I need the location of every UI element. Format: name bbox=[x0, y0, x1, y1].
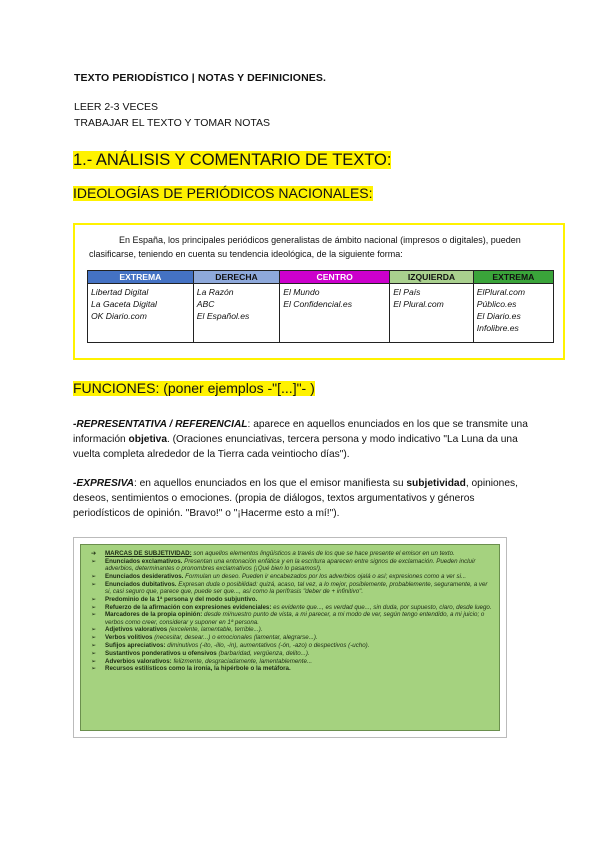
mark-description: diminutivos (-ito, -illo, -ín), aumentativos (-ón, -azo) o despectivos (-ucho). bbox=[165, 642, 370, 650]
table-cell bbox=[280, 284, 390, 343]
mark-description: son aquellos elementos lingüísticos a través de los que se hace presente el emisor en un texto. bbox=[191, 550, 455, 557]
ideology-intro-text: En España, los principales periódicos generalistas de ámbito nacional (impresos o digitales), pueden clasificarse, teniendo en cuenta su tendencia ideológica, de la siguiente forma: bbox=[89, 235, 521, 259]
list-item bbox=[89, 658, 493, 665]
newspaper-name: Libertad Digital bbox=[91, 287, 149, 297]
bullet-arrow-icon: ➢ bbox=[91, 626, 97, 634]
bullet-arrow-icon: ➢ bbox=[91, 611, 97, 619]
newspaper-name: ABC bbox=[196, 299, 215, 309]
mark-title: Refuerzo de la afirmación con expresiones evidenciales: bbox=[105, 603, 272, 611]
mark-title: Recursos estilísticos como la ironía, la hipérbole o la metáfora. bbox=[105, 665, 291, 673]
bullet-arrow-icon: ➢ bbox=[91, 572, 97, 580]
list-item bbox=[89, 573, 493, 580]
heading-text: 1.- ANÁLISIS Y COMENTARIO DE TEXTO: bbox=[73, 151, 392, 169]
bullet-arrow-icon: ➢ bbox=[91, 649, 97, 657]
newspaper-name: La Razón bbox=[196, 287, 234, 297]
bullet-arrow-icon: ➢ bbox=[91, 557, 97, 565]
function-expresiva: -EXPRESIVA: en aquellos enunciados en los que el emisor manifiesta su subjetividad, opiniones, deseos, sentimientos o emociones. (propia de diálogos, textos argumentativos y géneros periodísticos de opinión. "Bravo!" o "¡Hacerme esto a mí!"). bbox=[73, 478, 518, 519]
list-item bbox=[89, 642, 493, 649]
mark-title: Adverbios valorativos: bbox=[105, 657, 172, 665]
bullet-arrow-icon: ➢ bbox=[91, 603, 97, 611]
subjectivity-marks-box bbox=[80, 544, 500, 731]
section-heading-ideologies bbox=[73, 185, 373, 201]
functions-heading bbox=[73, 380, 315, 396]
heading-text: IDEOLOGÍAS DE PERIÓDICOS NACIONALES: bbox=[73, 185, 373, 201]
mark-title: Marcadores de la propia opinión: bbox=[105, 611, 203, 619]
section-heading-analysis bbox=[73, 151, 391, 170]
table-header: DERECHA bbox=[193, 271, 279, 284]
newspaper-name: ElPlural.com bbox=[476, 287, 526, 297]
table-header: IZQUIERDA bbox=[390, 271, 474, 284]
mark-title: Sustantivos ponderativos u ofensivos bbox=[105, 649, 217, 657]
subjectivity-marks-frame bbox=[73, 537, 507, 738]
bullet-arrow-icon: ➢ bbox=[91, 580, 97, 588]
mark-description: Presentan una entonación enfática y en la escritura aparecen entre signos de exclamación. Pueden incluir adverbios, determinantes o pronombres exclamativos (¡Qué bien lo pasamos!). bbox=[105, 557, 476, 573]
list-item bbox=[89, 611, 493, 626]
function-label: EXPRESIVA bbox=[76, 478, 134, 489]
mark-description: desde mi/nuestro punto de vista, a mi parecer, a mi modo de ver, según tengo entendido, a mi juicio; o verbos como creer, considerar y suponer en 1ª persona. bbox=[105, 611, 485, 626]
table-cell bbox=[390, 284, 474, 343]
mark-title: MARCAS DE SUBJETIVIDAD: bbox=[105, 550, 192, 557]
function-label: REPRESENTATIVA / REFERENCIAL bbox=[76, 419, 248, 430]
newspaper-name: El Mundo bbox=[283, 287, 320, 297]
mark-description: (barbaridad, vergüenza, delito...). bbox=[216, 649, 310, 657]
ideology-table bbox=[87, 270, 554, 343]
list-item bbox=[89, 581, 493, 596]
instruction-line: LEER 2-3 VECES bbox=[74, 101, 159, 113]
mark-title: Verbos volitivos bbox=[105, 634, 153, 642]
newspaper-name: Infolibre.es bbox=[476, 323, 519, 333]
function-text: : aparece en aquellos enunciados en los que se transmite una información bbox=[73, 419, 528, 445]
bullet-arrow-icon: ➢ bbox=[91, 634, 97, 642]
list-item bbox=[89, 558, 493, 573]
newspaper-name: El Confidencial.es bbox=[283, 299, 353, 309]
mark-description: (necesitar, desear...) o emocionales (lamentar, alegrarse...). bbox=[152, 634, 318, 642]
function-text: . (Oraciones enunciativas, tercera persona y modo indicativo "La Luna da una vuelta completa alrededor de la Tierra cada veintiocho días"). bbox=[73, 434, 518, 460]
mark-title: Adjetivos valorativos bbox=[105, 626, 168, 634]
list-item bbox=[89, 596, 493, 603]
newspaper-name: El País bbox=[393, 287, 421, 297]
list-item bbox=[89, 665, 493, 672]
bullet-arrow-icon: ➢ bbox=[91, 595, 97, 603]
newspaper-name: El Plural.com bbox=[393, 299, 444, 309]
mark-description: Formulan un deseo. Pueden ir encabezados por los adverbios ojalá o así; expresiones como a ver si... bbox=[183, 572, 467, 580]
heading-text: FUNCIONES: (poner ejemplos -"[...]"- ) bbox=[73, 380, 315, 396]
function-keyword: objetiva bbox=[128, 434, 167, 445]
bullet-arrow-icon: ➢ bbox=[91, 665, 97, 673]
function-keyword: subjetividad bbox=[406, 478, 466, 489]
mark-title: Sufijos apreciativos: bbox=[105, 642, 166, 650]
table-header: EXTREMA bbox=[88, 271, 194, 284]
function-text: , opiniones, deseos, sentimientos o emociones. (propia de diálogos, textos argumentativos y géneros periodísticos de opinión. "Bravo!" o "¡Hacerme esto a mí!"). bbox=[73, 478, 518, 519]
table-cell bbox=[88, 284, 194, 343]
mark-title: Enunciados desiderativos. bbox=[105, 572, 184, 580]
mark-title: Predominio de la 1ª persona y del modo subjuntivo. bbox=[105, 595, 258, 603]
newspaper-name: La Gaceta Digital bbox=[91, 299, 157, 309]
list-item bbox=[89, 634, 493, 641]
arrow-icon: ➔ bbox=[91, 550, 97, 557]
bullet-arrow-icon: ➢ bbox=[91, 642, 97, 650]
table-header: EXTREMA bbox=[473, 271, 553, 284]
mark-description: Expresan duda o posibilidad: quizá, acaso, tal vez, a lo mejor, posiblemente, probablemente, seguramente, a ver si, casi seguro que, parece que, puede ser que..., así como la perífrasis "deber de + infinitivo". bbox=[105, 580, 488, 595]
mark-title: Enunciados exclamativos. bbox=[105, 557, 183, 565]
function-text: : en aquellos enunciados en los que el emisor manifiesta su bbox=[133, 478, 407, 489]
newspaper-name: El Diario.es bbox=[476, 311, 521, 321]
newspaper-name: El Español.es bbox=[196, 311, 250, 321]
mark-description: (excelente, lamentable, terrible...). bbox=[167, 626, 263, 634]
mark-title: Enunciados dubitativos. bbox=[105, 580, 177, 588]
mark-description: felizmente, desgraciadamente, lamentablemente... bbox=[171, 657, 313, 665]
marks-list bbox=[89, 550, 493, 673]
list-item bbox=[89, 550, 493, 557]
document-title: TEXTO PERIODÍSTICO | NOTAS Y DEFINICIONES. bbox=[74, 72, 326, 84]
table-cell bbox=[473, 284, 553, 343]
newspaper-name: Público.es bbox=[476, 299, 517, 309]
function-representativa: -REPRESENTATIVA / REFERENCIAL: aparece en aquellos enunciados en los que se transmite una información objetiva. (Oraciones enunciativas, tercera persona y modo indicativo "La Luna da una vuelta completa alrededor de la Tierra cada veintiocho días"). bbox=[73, 419, 528, 460]
list-item bbox=[89, 604, 493, 611]
list-item bbox=[89, 650, 493, 657]
ideology-box bbox=[73, 223, 565, 360]
instruction-line: TRABAJAR EL TEXTO Y TOMAR NOTAS bbox=[74, 117, 271, 129]
list-item bbox=[89, 626, 493, 633]
table-cell bbox=[193, 284, 279, 343]
newspaper-name: OK Diario.com bbox=[91, 311, 147, 321]
mark-description: es evidente que..., es verdad que..., sin duda, por supuesto, claro, desde luego. bbox=[271, 603, 492, 611]
table-header: CENTRO bbox=[280, 271, 390, 284]
bullet-arrow-icon: ➢ bbox=[91, 657, 97, 665]
